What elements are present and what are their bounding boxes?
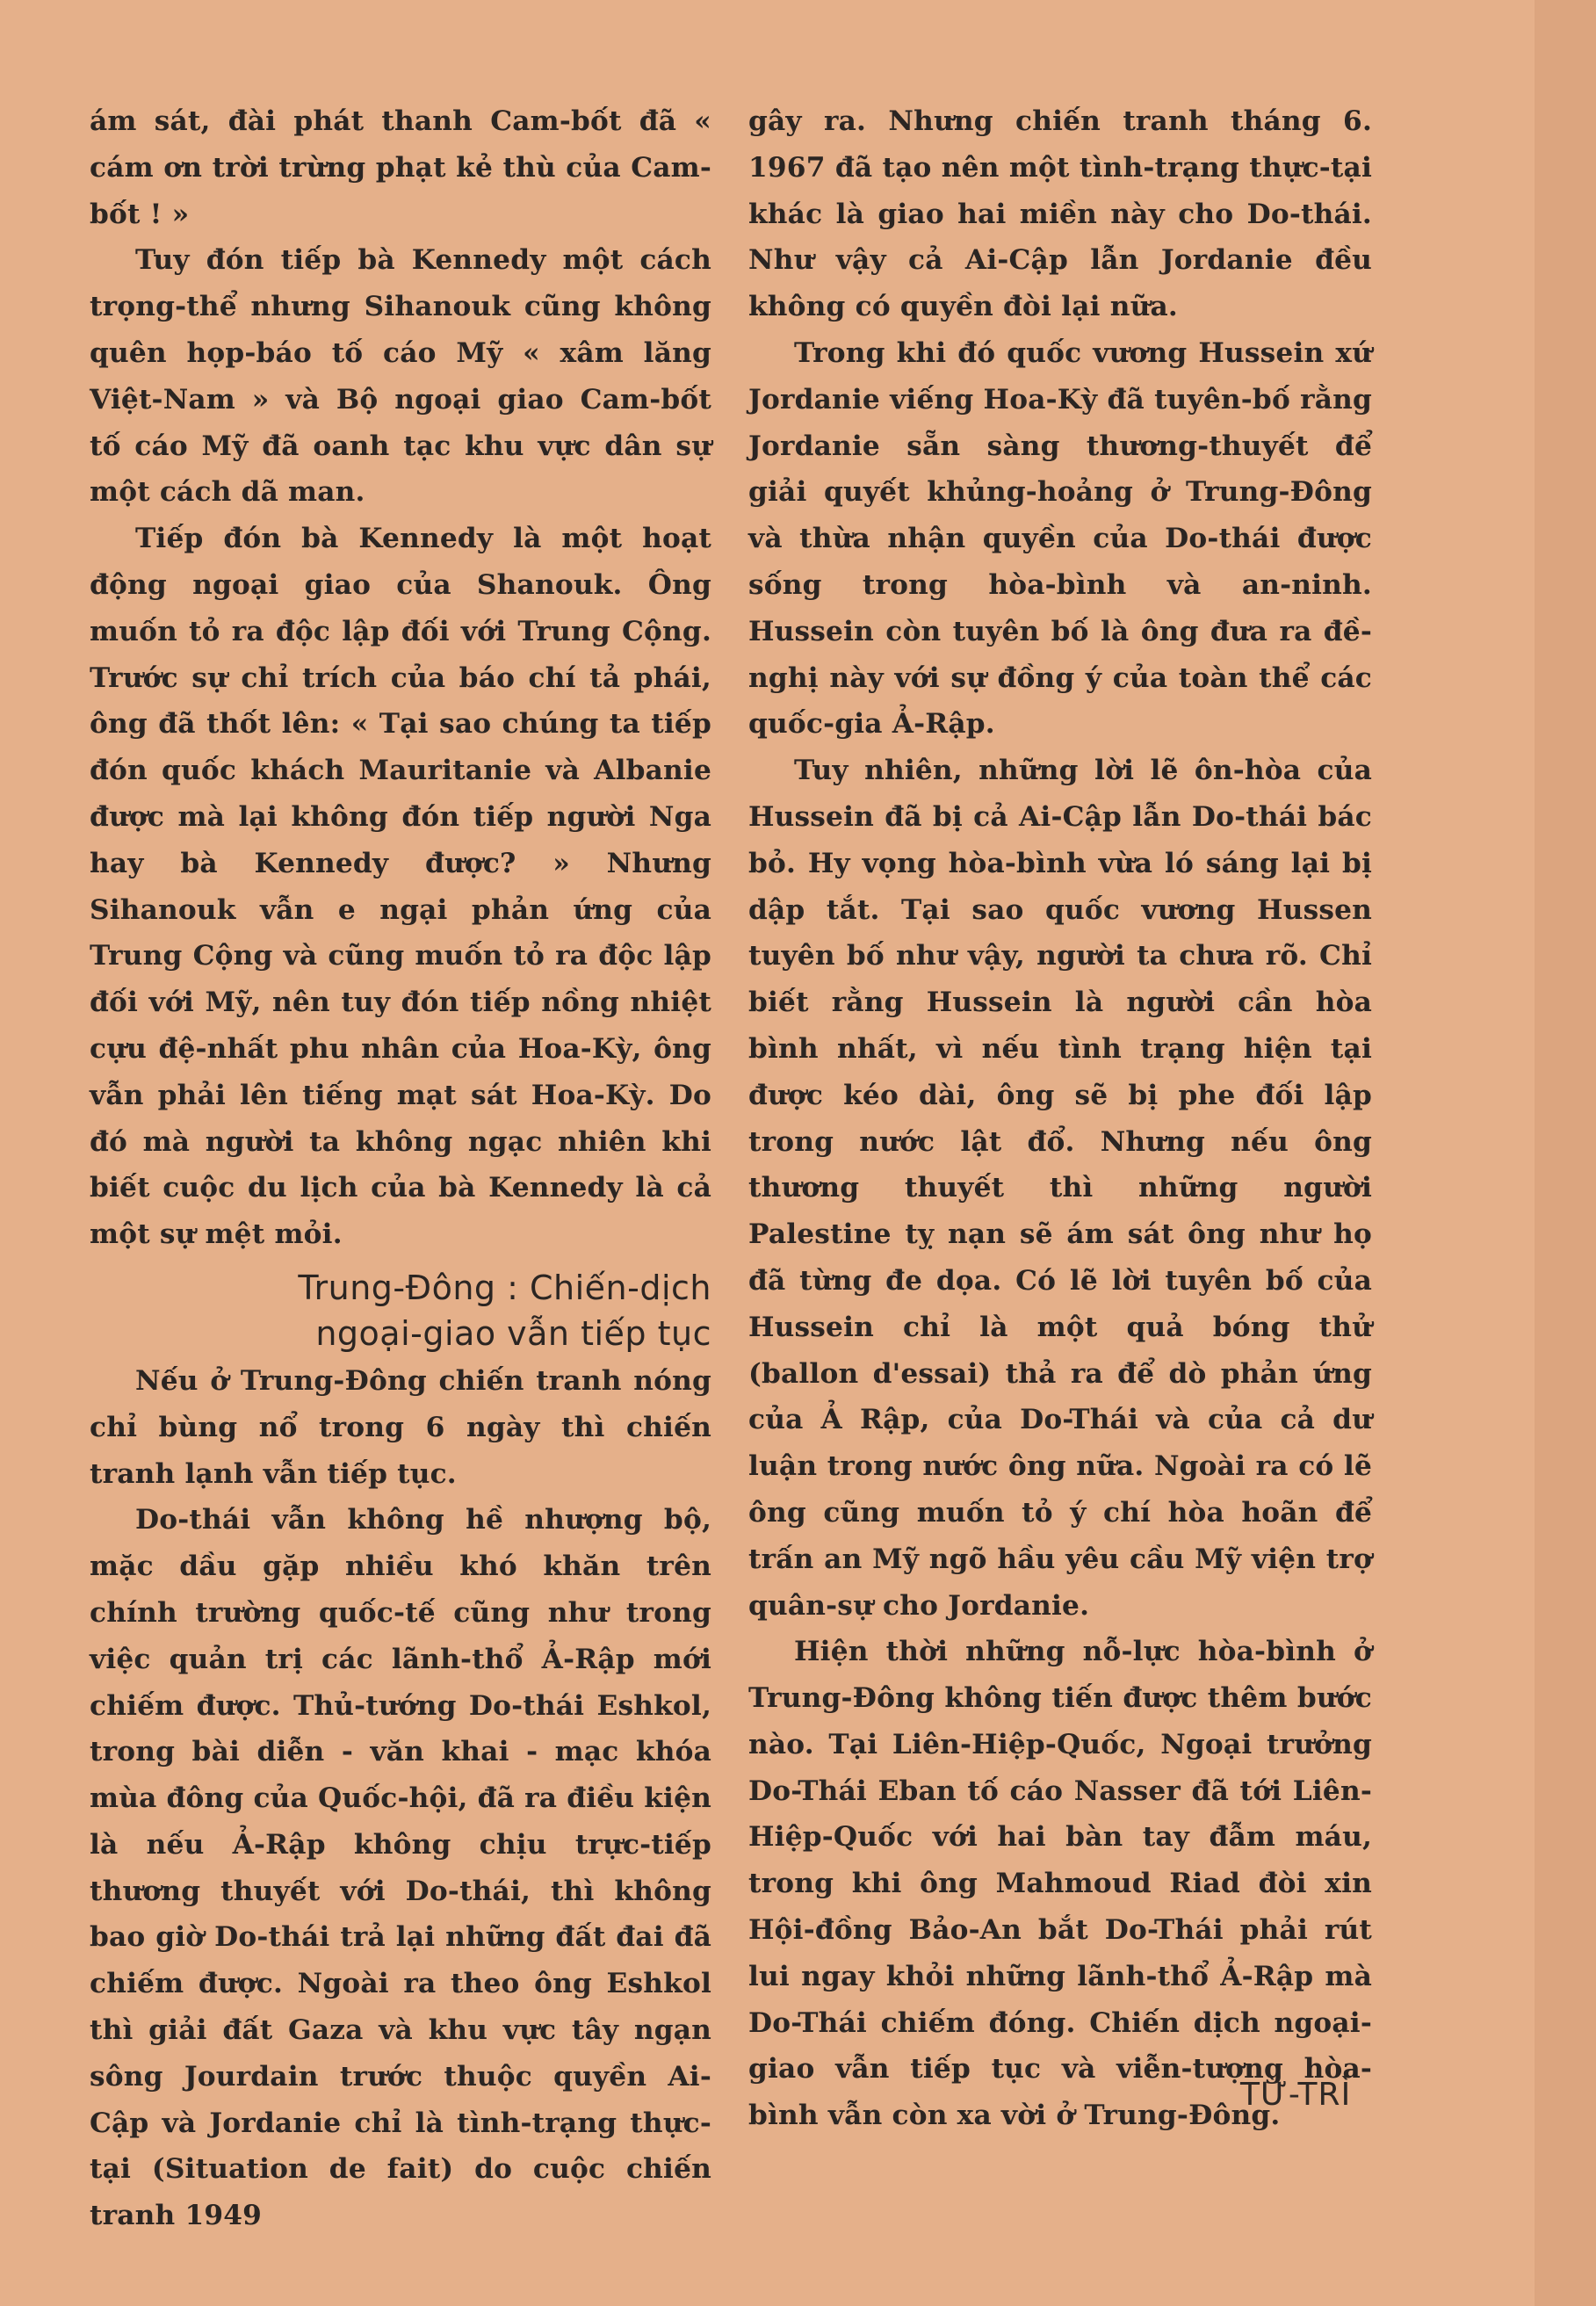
section-heading [90, 1265, 711, 1356]
right-paragraph-3: Tuy nhiên, những lời lẽ ôn-hòa của Hussein đã bị cả Ai-Cập lẫn Do-thái bác bỏ. Hy vọng hòa-bình vừa ló sáng lại bị dập tắt. Tại sao quốc vương Hussen tuyên bố như vậy, người ta chưa rõ. Chỉ biết rằng Hussein là người cần hòa bình nhất, vì nếu tình trạng hiện tại được kéo dài, ông sẽ bị phe đối lập trong nước lật đổ. Nhưng nếu ông thương thuyết thì những người Palestine tỵ nạn sẽ ám sát ông như họ đã từng đe dọa. Có lẽ lời tuyên bố của Hussein chỉ là một quả bóng thử (ballon d'essai) thả ra để dò phản ứng của Ả Rập, của Do-Thái và của cả dư luận trong nước ông nữa. Ngoài ra có lẽ ông cũng muốn tỏ ý chí hòa hoãn để trấn an Mỹ ngõ hầu yêu cầu Mỹ viện trợ quân-sự cho Jordanie. [748, 755, 1372, 1622]
left-paragraph-3: Tiếp đón bà Kennedy là một hoạt động ngoại giao của Shanouk. Ông muốn tỏ ra độc lập đối với Trung Cộng. Trước sự chỉ trích của báo chí tả phái, ông đã thốt lên: « Tại sao chúng ta tiếp đón quốc khách Mauritanie và Albanie được mà lại không đón tiếp người Nga hay bà Kennedy được? » Nhưng Sihanouk vẫn e ngại phản ứng của Trung Cộng và cũng muốn tỏ ra độc lập đối với Mỹ, nên tuy đón tiếp nồng nhiệt cựu đệ-nhất phu nhân của Hoa-Kỳ, ông vẫn phải lên tiếng mạt sát Hoa-Kỳ. Do đó mà người ta không ngạc nhiên khi biết cuộc du lịch của bà Kennedy là cả một sự mệt mỏi. [90, 523, 711, 1251]
right-paragraph-1: gây ra. Nhưng chiến tranh tháng 6. 1967 đã tạo nên một tình-trạng thực-tại khác là giao hai miền này cho Do-thái. Như vậy cả Ai-Cập lẫn Jordanie đều không có quyền đòi lại nữa. [748, 105, 1372, 323]
left-paragraph-4: Nếu ở Trung-Đông chiến tranh nóng chỉ bùng nổ trong 6 ngày thì chiến tranh lạnh vẫn tiếp tục. [90, 1364, 711, 1490]
right-paragraph-2: Trong khi đó quốc vương Hussein xứ Jordanie viếng Hoa-Kỳ đã tuyên-bố rằng Jordanie sẵn sàng thương-thuyết để giải quyết khủng-hoảng ở Trung-Đông và thừa nhận quyền của Do-thái được sống trong hòa-bình và an-ninh. Hussein còn tuyên bố là ông đưa ra đề-nghị này với sự đồng ý của toàn thể các quốc-gia Ả-Rập. [748, 336, 1372, 741]
right-column [748, 98, 1372, 2139]
section-heading-line-1: Trung-Đông : Chiến-dịch [298, 1268, 711, 1307]
section-heading-line-2: ngoại-giao vẫn tiếp tục [315, 1313, 711, 1353]
page-edge-shadow [1535, 0, 1596, 2306]
left-paragraph-1: ám sát, đài phát thanh Cam-bốt đã « cám ơn trời trừng phạt kẻ thù của Cam-bốt ! » [90, 105, 711, 230]
right-paragraph-4: Hiện thời những nỗ-lực hòa-bình ở Trung-Đông không tiến được thêm bước nào. Tại Liên-Hiệp-Quốc, Ngoại trưởng Do-Thái Eban tố cáo Nasser đã tới Liên-Hiệp-Quốc với hai bàn tay đẫm máu, trong khi ông Mahmoud Riad đòi xin Hội-đồng Bảo-An bắt Do-Thái phải rút lui ngay khỏi những lãnh-thổ Ả-Rập mà Do-Thái chiếm đóng. Chiến dịch ngoại-giao vẫn tiếp tục và viễn-tượng hòa-bình vẫn còn xa vời ở Trung-Đông. [748, 1636, 1372, 2132]
author-signature: TỪ-TRÌ [1240, 2077, 1352, 2113]
left-column [90, 98, 711, 2239]
left-paragraph-2: Tuy đón tiếp bà Kennedy một cách trọng-thể nhưng Sihanouk cũng không quên họp-báo tố cáo Mỹ « xâm lăng Việt-Nam » và Bộ ngoại giao Cam-bốt tố cáo Mỹ đã oanh tạc khu vực dân sự một cách dã man. [90, 244, 711, 509]
left-paragraph-5: Do-thái vẫn không hề nhượng bộ, mặc dầu gặp nhiều khó khăn trên chính trường quốc-tế cũng như trong việc quản trị các lãnh-thổ Ả-Rập mới chiếm được. Thủ-tướng Do-thái Eshkol, trong bài diễn - văn khai - mạc khóa mùa đông của Quốc-hội, đã ra điều kiện là nếu Ả-Rập không chịu trực-tiếp thương thuyết với Do-thái, thì không bao giờ Do-thái trả lại những đất đai đã chiếm được. Ngoài ra theo ông Eshkol thì giải đất Gaza và khu vực tây ngạn sông Jourdain trước thuộc quyền Ai-Cập và Jordanie chỉ là tình-trạng thực-tại (Situation de fait) do cuộc chiến tranh 1949 [90, 1504, 712, 2232]
